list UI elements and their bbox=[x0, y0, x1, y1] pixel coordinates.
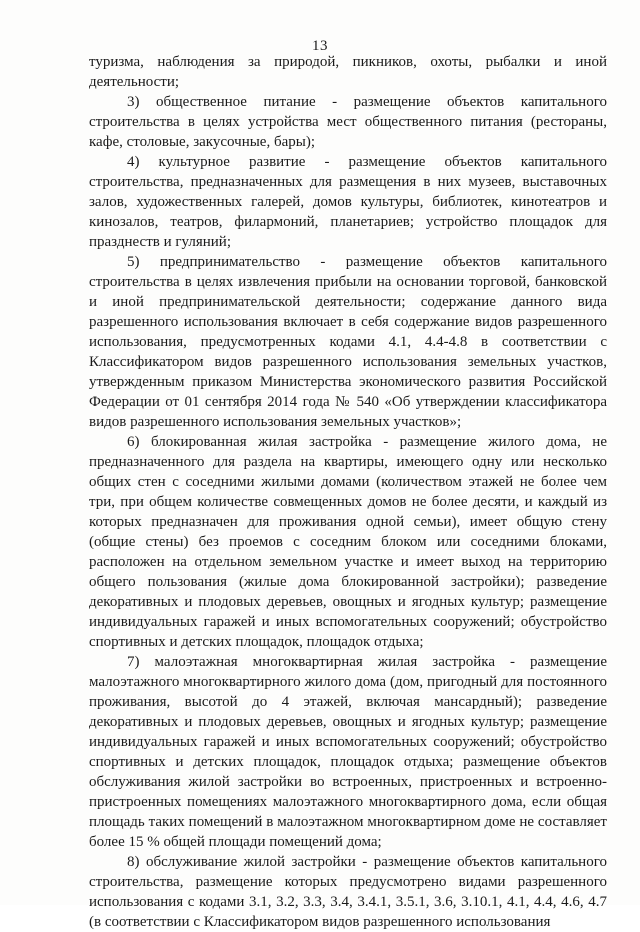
paragraph-item-4: 4) культурное развитие - размещение объектов капитального строительства, предназначенных для размещения в них музеев, выставочных залов, художественных галерей, домов культуры, библиотек, кинотеатров и кинозалов, театров, филармоний, планетариев; устройство площадок для празднеств и гуляний; bbox=[89, 154, 607, 250]
paragraph-item-3: 3) общественное питание - размещение объектов капитального строительства в целях устройства мест общественного питания (рестораны, кафе, столовые, закусочные, бары); bbox=[89, 94, 607, 150]
paragraph-continuation: туризма, наблюдения за природой, пикников, охоты, рыбалки и иной деятельности; bbox=[89, 54, 607, 90]
page-number: 13 bbox=[312, 38, 328, 54]
paragraph-item-6: 6) блокированная жилая застройка - размещение жилого дома, не предназначенного для раздела на квартиры, имеющего одну или несколько общих стен с соседними жилыми домами (количеством этажей не более чем три, при общем количестве совмещенных домов не более десяти, и каждый из которых предназначен для проживания одной семьи), имеет общую стену (общие стены) без проемов с соседним блоком или соседними блоками, расположен на отдельном земельном участке и имеет выход на территорию общего пользования (жилые дома блокированной застройки); разведение декоративных и плодовых деревьев, овощных и ягодных культур; размещение индивидуальных гаражей и иных вспомогательных сооружений; обустройство спортивных и детских площадок, площадок отдыха; bbox=[89, 434, 607, 650]
document-body bbox=[89, 52, 607, 932]
paragraph-item-5: 5) предпринимательство - размещение объектов капитального строительства в целях извлечения прибыли на основании торговой, банковской и иной предпринимательской деятельности; содержание данного вида разрешенного использования включает в себя содержание видов разрешенного использования, предусмотренных кодами 4.1, 4.4-4.8 в соответствии с Классификатором видов разрешенного использования земельных участков, утвержденным приказом Министерства экономического развития Российской Федерации от 01 сентября 2014 года № 540 «Об утверждении классификатора видов разрешенного использования земельных участков»; bbox=[89, 254, 607, 430]
paragraph-item-8: 8) обслуживание жилой застройки - размещение объектов капитального строительства, размещение которых предусмотрено видами разрешенного использования с кодами 3.1, 3.2, 3.3, 3.4, 3.4.1, 3.5.1, 3.6, 3.10.1, 4.1, 4.4, 4.6, 4.7 (в соответствии с Классификатором видов разрешенного использования bbox=[89, 854, 607, 930]
paragraph-item-7: 7) малоэтажная многоквартирная жилая застройка - размещение малоэтажного многоквартирного жилого дома (дом, пригодный для постоянного проживания, высотой до 4 этажей, включая мансардный); разведение декоративных и плодовых деревьев, овощных и ягодных культур; размещение индивидуальных гаражей и иных вспомогательных сооружений; обустройство спортивных и детских площадок, площадок отдыха; размещение объектов обслуживания жилой застройки во встроенных, пристроенных и встроенно-пристроенных помещениях малоэтажного многоквартирного дома, если общая площадь таких помещений в малоэтажном многоквартирном доме не составляет более 15 % общей площади помещений дома; bbox=[89, 654, 607, 850]
